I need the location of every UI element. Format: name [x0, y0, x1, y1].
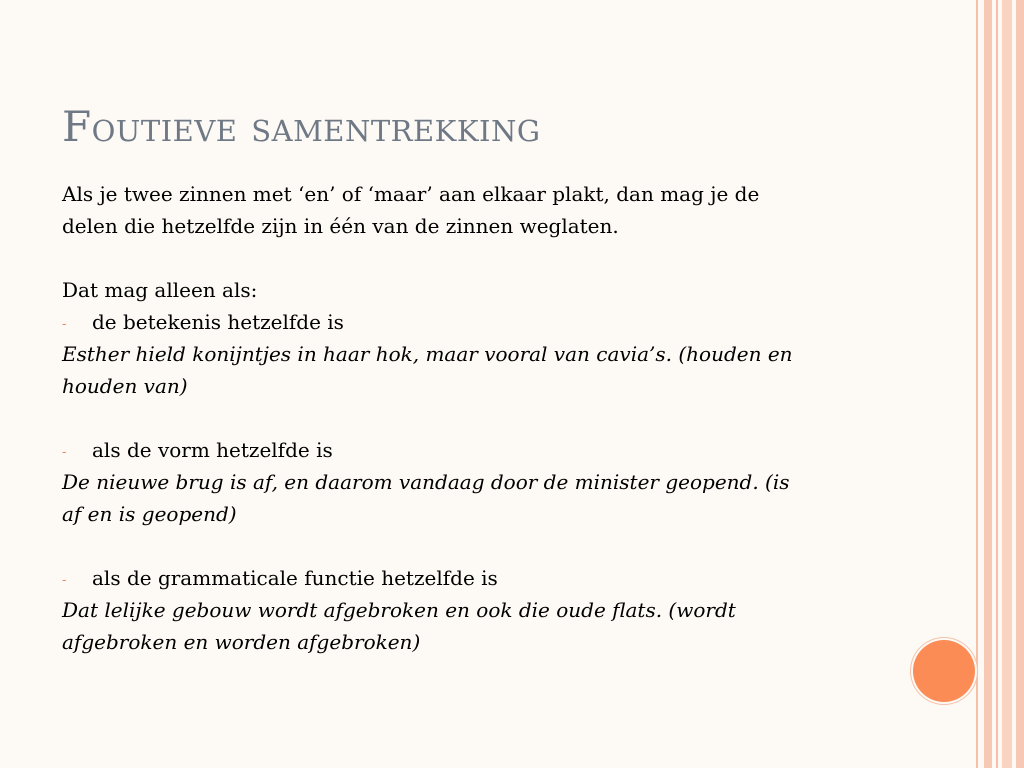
- example-line: Esther hield konijntjes in haar hok, maar vooral van cavia’s. (houden en: [62, 342, 793, 366]
- decorative-circle: [913, 640, 975, 702]
- example-line: afgebroken en worden afgebroken): [62, 630, 421, 654]
- decorative-stripe: [976, 0, 978, 768]
- example-line: De nieuwe brug is af, en daarom vandaag door de minister geopend. (is: [62, 470, 790, 494]
- spacer: [62, 402, 892, 434]
- decorative-stripe: [984, 0, 992, 768]
- bullet-item: [62, 434, 892, 466]
- intro-line: Als je twee zinnen met ‘en’ of ‘maar’ aan elkaar plakt, dan mag je de: [62, 182, 760, 206]
- bullet-text: de betekenis hetzelfde is: [92, 310, 344, 334]
- decorative-stripe: [1002, 0, 1012, 768]
- intro-line: delen die hetzelfde zijn in één van de zinnen weglaten.: [62, 214, 619, 238]
- condition-intro: Dat mag alleen als:: [62, 278, 258, 302]
- example-line: houden van): [62, 374, 188, 398]
- example-line: af en is geopend): [62, 502, 237, 526]
- bullet-text: als de grammaticale functie hetzelfde is: [92, 566, 498, 590]
- dash-bullet-icon: -: [62, 573, 67, 588]
- bullet-item: [62, 306, 892, 338]
- bullet-item: [62, 562, 892, 594]
- decorative-stripe: [996, 0, 998, 768]
- slide-title: Foutieve samentrekking: [62, 102, 541, 151]
- spacer: [62, 242, 892, 274]
- slide-body: [62, 178, 892, 658]
- example-line: Dat lelijke gebouw wordt afgebroken en ook die oude flats. (wordt: [62, 598, 736, 622]
- bullet-text: als de vorm hetzelfde is: [92, 438, 333, 462]
- decorative-stripe: [1016, 0, 1024, 768]
- spacer: [62, 530, 892, 562]
- dash-bullet-icon: -: [62, 317, 67, 332]
- dash-bullet-icon: -: [62, 445, 67, 460]
